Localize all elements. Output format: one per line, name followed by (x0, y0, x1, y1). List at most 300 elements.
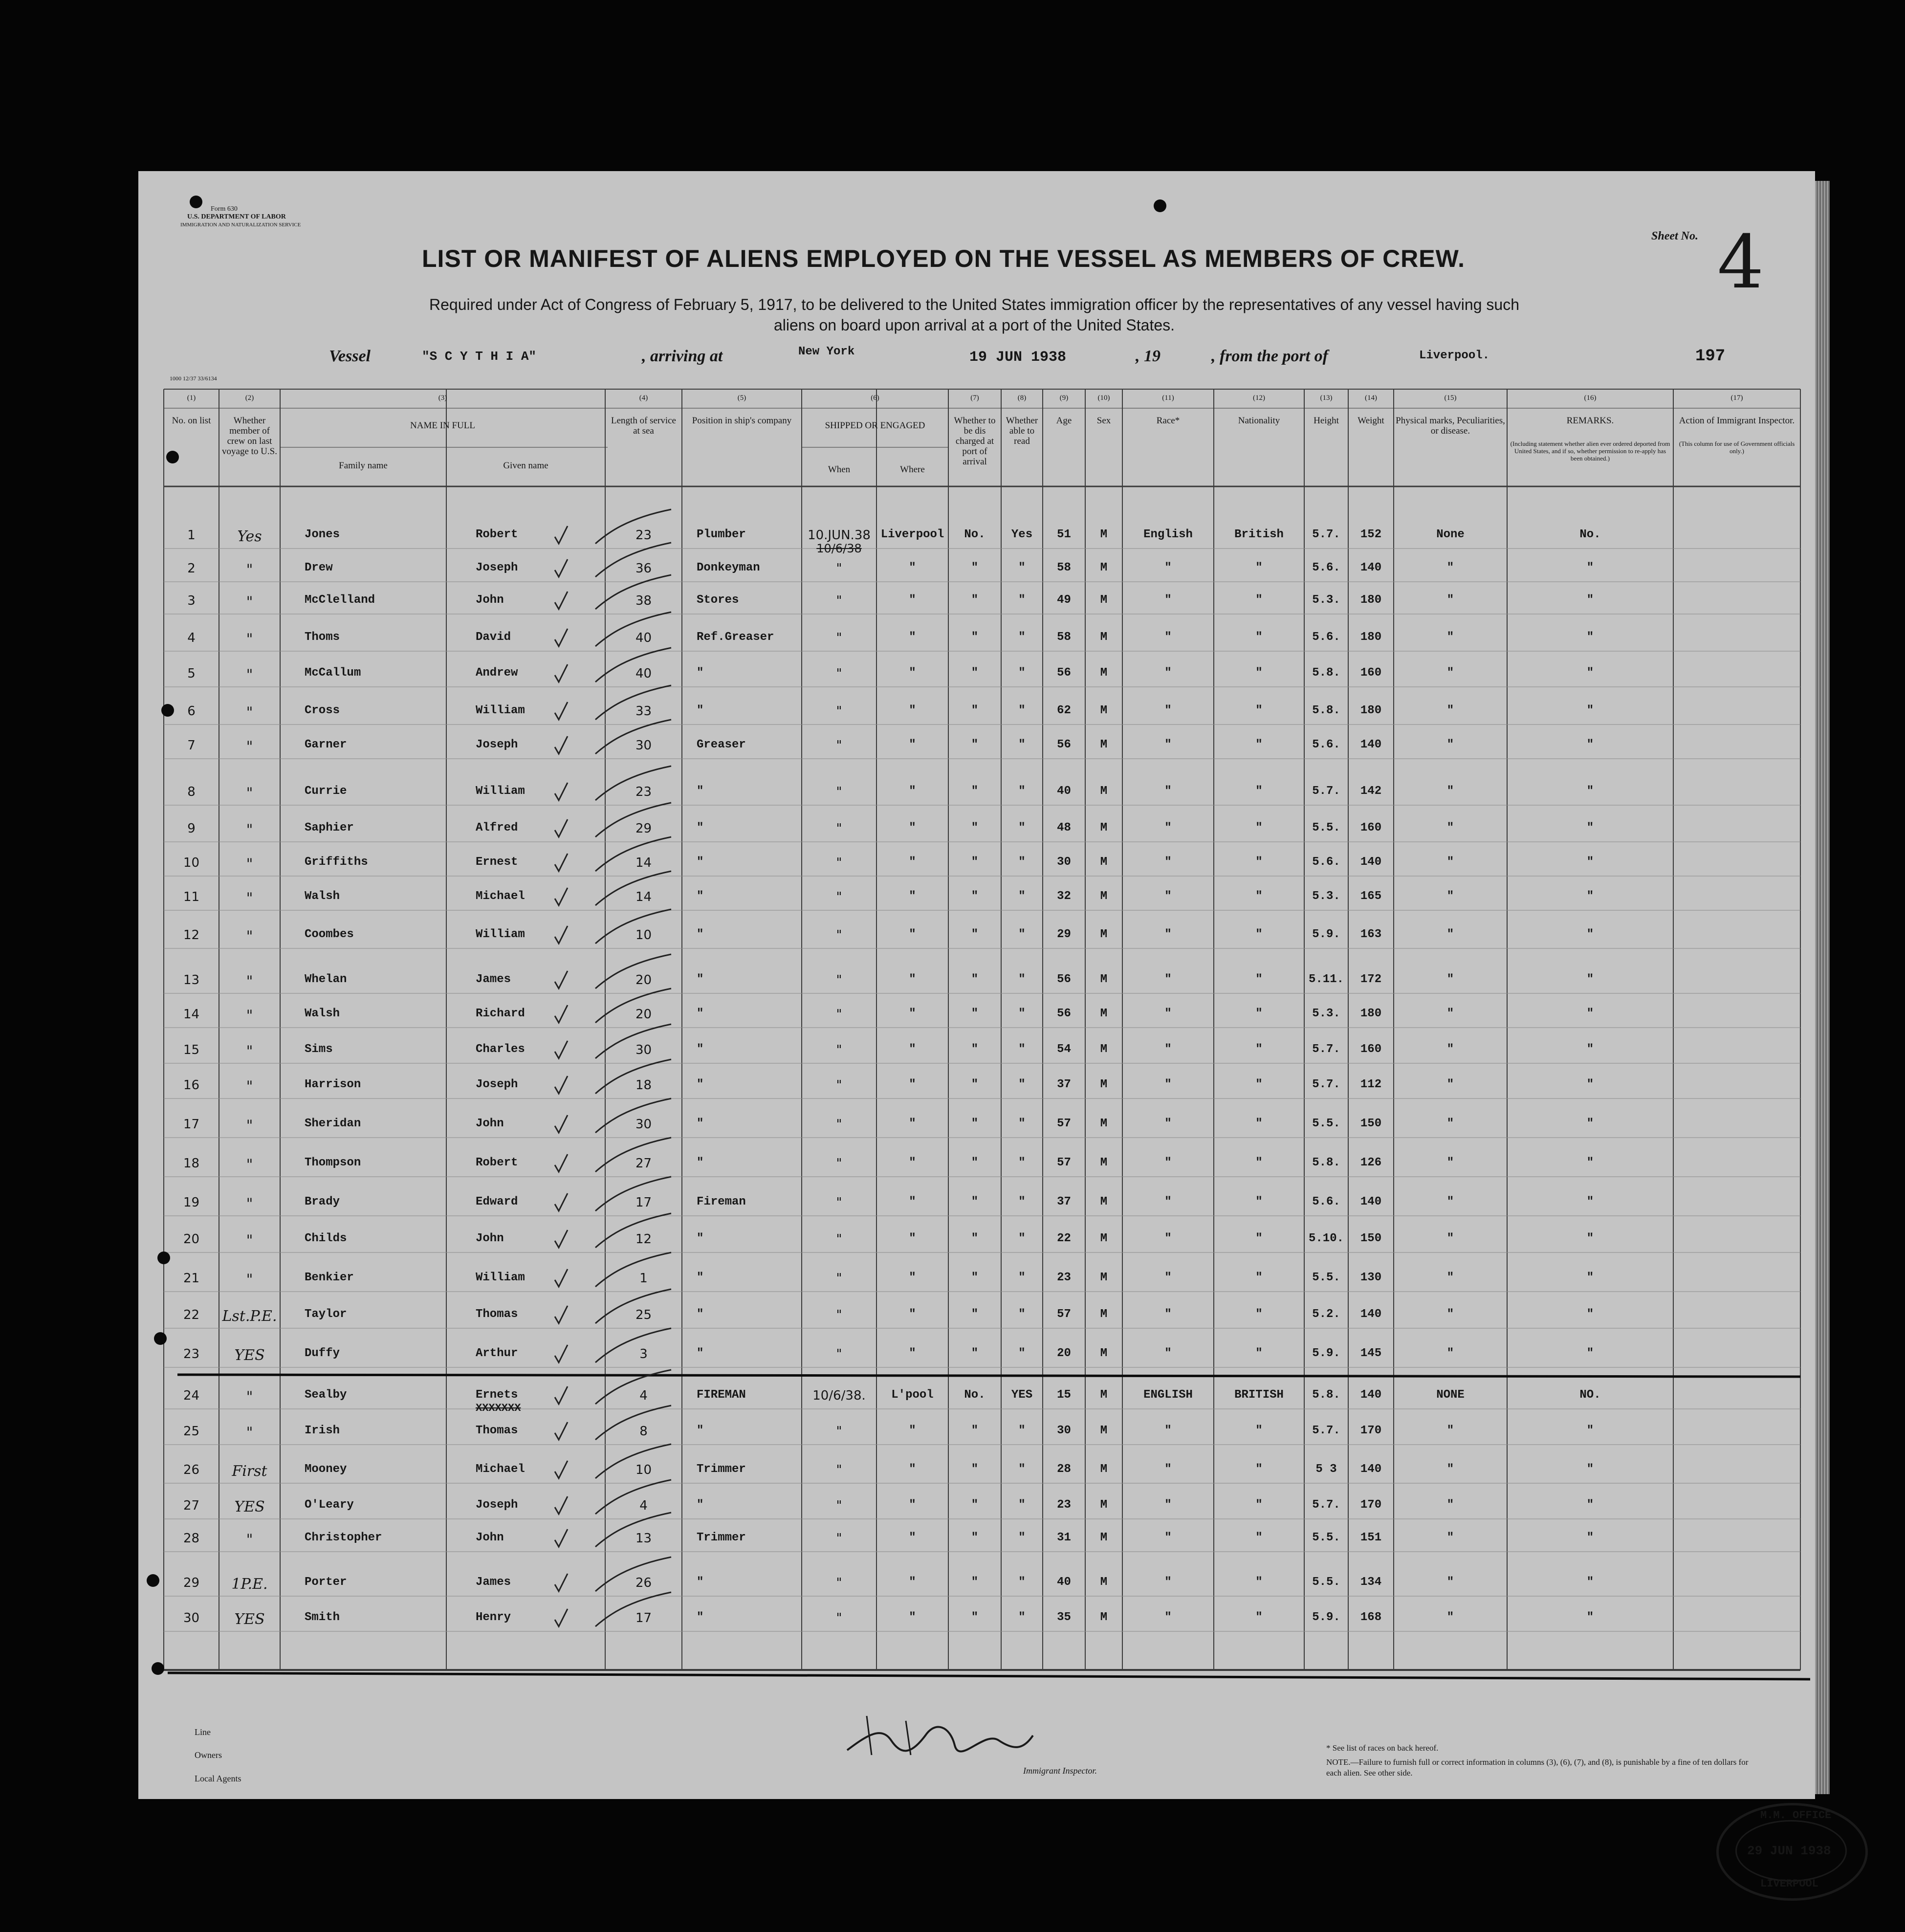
cell-remarks: " (1586, 738, 1594, 751)
column-header: Whether to be dis charged at port of arrival (954, 416, 996, 467)
cell-given: John (476, 1531, 504, 1544)
cell-no: 15 (183, 1043, 200, 1057)
cell-remarks: " (1586, 1078, 1594, 1091)
cell-position: Greaser (697, 738, 746, 751)
cell-weight: 170 (1360, 1498, 1382, 1512)
punch-hole (1154, 199, 1166, 212)
cell-service: 4 (639, 1498, 648, 1513)
cell-position: " (697, 973, 704, 986)
page-number: 197 (1695, 347, 1726, 366)
family-name-header: Family name (339, 461, 388, 471)
cell-family: Saphier (305, 821, 354, 834)
cell-weight: 160 (1360, 1043, 1382, 1056)
cell-height: 5.6. (1312, 856, 1340, 869)
cell-age: 56 (1057, 738, 1071, 751)
cell-marks: " (1446, 1195, 1454, 1208)
cell-service: 10 (635, 928, 652, 943)
cell-nat: " (1255, 1498, 1263, 1512)
cell-read: " (1018, 1308, 1026, 1321)
cell-service: 14 (635, 856, 652, 870)
cell-position: Trimmer (697, 1531, 746, 1544)
cell-nat: " (1255, 1611, 1263, 1624)
cell-when: " (836, 593, 842, 608)
cell-disch: " (971, 973, 979, 986)
cell-last: " (246, 738, 253, 755)
cell-disch: " (971, 1195, 979, 1208)
cell-disch: " (971, 1611, 979, 1624)
cell-given: John (476, 593, 504, 607)
cell-last: " (246, 856, 253, 873)
inspector-signature (837, 1706, 1043, 1765)
cell-race: " (1164, 1156, 1172, 1169)
cell-disch: " (971, 593, 979, 607)
cell-position: " (697, 1232, 704, 1245)
cell-given: Michael (476, 890, 525, 903)
cell-weight: 145 (1360, 1347, 1382, 1360)
cell-nat: " (1255, 1424, 1263, 1437)
cell-given: Thomas (476, 1308, 518, 1321)
cell-nat: " (1255, 1271, 1263, 1284)
cell-remarks: No. (1579, 528, 1601, 541)
cell-position: " (697, 1078, 704, 1091)
cell-service: 17 (635, 1611, 652, 1625)
cell-age: 40 (1057, 785, 1071, 798)
cell-given: Robert (476, 1156, 518, 1169)
cell-position: " (697, 1308, 704, 1321)
cell-height: 5.7. (1312, 528, 1340, 541)
cell-read: " (1018, 1271, 1026, 1284)
cell-height: 5.7. (1312, 1498, 1340, 1512)
cell-position: " (697, 821, 704, 834)
cell-family: Cross (305, 704, 340, 717)
cell-read: YES (1011, 1388, 1033, 1402)
cell-given: Alfred (476, 821, 518, 834)
cell-given: William (476, 704, 525, 717)
cell-weight: 150 (1360, 1232, 1382, 1245)
cell-when: " (836, 1347, 842, 1361)
cell-nat: " (1255, 1078, 1263, 1091)
cell-race: " (1164, 890, 1172, 903)
where-header: Where (900, 464, 925, 475)
cell-race: " (1164, 973, 1172, 986)
cell-age: 54 (1057, 1043, 1071, 1056)
cell-family: Thompson (305, 1156, 361, 1169)
cell-sex: M (1100, 1195, 1108, 1208)
cell-remarks: " (1586, 631, 1594, 644)
cell-family: Walsh (305, 1007, 340, 1020)
cell-height: 5.5. (1312, 821, 1340, 834)
cell-family: Porter (305, 1576, 347, 1589)
cell-age: 15 (1057, 1388, 1071, 1402)
cell-marks: " (1446, 1463, 1454, 1476)
cell-when: " (836, 928, 842, 943)
cell-no: 20 (183, 1232, 200, 1247)
cell-sex: M (1100, 1424, 1108, 1437)
cell-race: " (1164, 1232, 1172, 1245)
cell-remarks: " (1586, 928, 1594, 941)
cell-last: " (246, 1388, 253, 1405)
column-number: (7) (970, 394, 979, 402)
cell-marks: " (1446, 821, 1454, 834)
cell-position: " (697, 890, 704, 903)
cell-race: " (1164, 1043, 1172, 1056)
cell-where: " (909, 738, 916, 751)
cell-no: 29 (183, 1576, 200, 1590)
cell-position: Trimmer (697, 1463, 746, 1476)
column-number: (9) (1059, 394, 1069, 402)
cell-service: 26 (635, 1576, 652, 1590)
punch-hole (161, 704, 174, 717)
cell-family: Mooney (305, 1463, 347, 1476)
arriving-port: New York (798, 345, 855, 358)
cell-height: 5.9. (1312, 1347, 1340, 1360)
cell-race: " (1164, 1576, 1172, 1589)
cell-sex: M (1100, 666, 1108, 680)
cell-disch: " (971, 1271, 979, 1284)
cell-age: 35 (1057, 1611, 1071, 1624)
cell-height: 5.6. (1312, 738, 1340, 751)
cell-last: 1P.E. (231, 1576, 268, 1593)
cell-where: " (909, 1611, 916, 1624)
cell-sex: M (1100, 1531, 1108, 1544)
cell-race: " (1164, 561, 1172, 574)
given-name-header: Given name (503, 461, 548, 471)
column-number: (16) (1584, 394, 1597, 402)
cell-nat: " (1255, 631, 1263, 644)
cell-last: " (246, 928, 253, 945)
cell-height: 5.10. (1308, 1232, 1344, 1245)
cell-read: " (1018, 1195, 1026, 1208)
cell-disch: No. (964, 528, 985, 541)
cell-race: " (1164, 785, 1172, 798)
cell-remarks: " (1586, 1531, 1594, 1544)
cell-last: " (246, 1271, 253, 1288)
struck-given-name: XXXXXXX (476, 1402, 521, 1414)
cell-height: 5 3 (1315, 1463, 1337, 1476)
punch-hole (157, 1251, 170, 1264)
cell-no: 4 (187, 631, 196, 645)
cell-where: " (909, 785, 916, 798)
cell-service: 30 (635, 738, 652, 753)
cell-height: 5.7. (1312, 1424, 1340, 1437)
column-number: (14) (1365, 394, 1377, 402)
cell-remarks: " (1586, 821, 1594, 834)
cell-given: William (476, 1271, 525, 1284)
liverpool-office-stamp (1716, 1803, 1868, 1901)
stamp-bottom-text: LIVERPOOL (1760, 1878, 1818, 1890)
cell-service: 30 (635, 1117, 652, 1132)
cell-weight: 160 (1360, 821, 1382, 834)
cell-given: William (476, 785, 525, 798)
cell-weight: 180 (1360, 1007, 1382, 1020)
cell-when: " (836, 666, 842, 681)
cell-weight: 112 (1360, 1078, 1382, 1091)
cell-sex: M (1100, 1271, 1108, 1284)
cell-when: " (836, 1117, 842, 1132)
cell-last: " (246, 973, 253, 990)
cell-disch: " (971, 1576, 979, 1589)
cell-when: " (836, 631, 842, 645)
cell-disch: " (971, 1498, 979, 1512)
cell-position: " (697, 1117, 704, 1130)
column-header: Nationality (1238, 416, 1280, 426)
cell-nat: " (1255, 821, 1263, 834)
cell-given: Henry (476, 1611, 511, 1624)
cell-read: " (1018, 561, 1026, 574)
vessel-name: "S C Y T H I A" (422, 349, 537, 364)
cell-height: 5.7. (1312, 785, 1340, 798)
cell-no: 8 (187, 785, 196, 799)
cell-height: 5.3. (1312, 1007, 1340, 1020)
cell-race: " (1164, 1308, 1172, 1321)
column-header: NAME IN FULL (410, 420, 475, 431)
cell-no: 5 (187, 666, 196, 681)
cell-weight: 150 (1360, 1117, 1382, 1130)
cell-service: 3 (639, 1347, 648, 1361)
cell-remarks: " (1586, 1424, 1594, 1437)
cell-sex: M (1100, 704, 1108, 717)
cell-age: 56 (1057, 1007, 1071, 1020)
column-header: Race* (1156, 416, 1180, 426)
cell-read: " (1018, 1232, 1026, 1245)
vessel-label: Vessel (329, 347, 371, 365)
cell-race: " (1164, 1424, 1172, 1437)
cell-position: " (697, 666, 704, 680)
cell-read: " (1018, 704, 1026, 717)
cell-sex: M (1100, 785, 1108, 798)
cell-given: Joseph (476, 738, 518, 751)
cell-read: " (1018, 1576, 1026, 1589)
cell-marks: " (1446, 1117, 1454, 1130)
cell-read: " (1018, 1424, 1026, 1437)
cell-last: " (246, 1531, 253, 1548)
cell-age: 49 (1057, 593, 1071, 607)
cell-no: 19 (183, 1195, 200, 1210)
cell-position: Plumber (697, 528, 746, 541)
cell-height: 5.9. (1312, 928, 1340, 941)
cell-race: ENGLISH (1143, 1388, 1193, 1402)
cell-disch: " (971, 890, 979, 903)
cell-age: 51 (1057, 528, 1071, 541)
cell-no: 12 (183, 928, 200, 943)
cell-given: James (476, 1576, 511, 1589)
cell-position: " (697, 1576, 704, 1589)
cell-service: 40 (635, 631, 652, 645)
cell-height: 5.5. (1312, 1117, 1340, 1130)
cell-remarks: NO. (1579, 1388, 1601, 1402)
cell-disch: " (971, 631, 979, 644)
cell-remarks: " (1586, 1043, 1594, 1056)
cell-disch: " (971, 738, 979, 751)
column-number: (5) (737, 394, 746, 402)
cell-disch: " (971, 704, 979, 717)
cell-nat: " (1255, 1347, 1263, 1360)
cell-height: 5.7. (1312, 1078, 1340, 1091)
cell-sex: M (1100, 1156, 1108, 1169)
cell-weight: 140 (1360, 1195, 1382, 1208)
cell-family: Irish (305, 1424, 340, 1437)
cell-disch: " (971, 1347, 979, 1360)
cell-race: " (1164, 1195, 1172, 1208)
cell-race: " (1164, 1463, 1172, 1476)
cell-position: " (697, 704, 704, 717)
cell-given: Edward (476, 1195, 518, 1208)
cell-remarks: " (1586, 561, 1594, 574)
cell-last: " (246, 1156, 253, 1173)
cell-sex: M (1100, 1078, 1108, 1091)
cell-read: " (1018, 738, 1026, 751)
cell-where: " (909, 593, 916, 607)
cell-race: " (1164, 1117, 1172, 1130)
cell-marks: " (1446, 1043, 1454, 1056)
cell-marks: " (1446, 890, 1454, 903)
cell-disch: " (971, 1078, 979, 1091)
column-header: Physical marks, Peculiarities, or disease. (1396, 416, 1505, 436)
cell-age: 23 (1057, 1498, 1071, 1512)
cell-sex: M (1100, 738, 1108, 751)
cell-remarks: " (1586, 1156, 1594, 1169)
arriving-label: , arriving at (642, 347, 723, 365)
cell-service: 25 (635, 1308, 652, 1322)
cell-where: " (909, 1531, 916, 1544)
cell-family: Brady (305, 1195, 340, 1208)
cell-age: 32 (1057, 890, 1071, 903)
cell-height: 5.8. (1312, 666, 1340, 680)
cell-when: " (836, 1232, 842, 1247)
cell-nat: " (1255, 890, 1263, 903)
cell-sex: M (1100, 1117, 1108, 1130)
cell-last: " (246, 890, 253, 907)
cell-height: 5.7. (1312, 1043, 1340, 1056)
cell-given: John (476, 1117, 504, 1130)
cell-nat: " (1255, 856, 1263, 869)
cell-race: " (1164, 1531, 1172, 1544)
cell-family: O'Leary (305, 1498, 354, 1512)
cell-disch: " (971, 1424, 979, 1437)
cell-marks: " (1446, 785, 1454, 798)
cell-when: " (836, 1611, 842, 1625)
cell-last: " (246, 1232, 253, 1249)
cell-remarks: " (1586, 1308, 1594, 1321)
cell-race: " (1164, 821, 1172, 834)
cell-position: " (697, 928, 704, 941)
cell-where: " (909, 890, 916, 903)
cell-service: 12 (635, 1232, 652, 1247)
cell-position: " (697, 785, 704, 798)
cell-read: " (1018, 1347, 1026, 1360)
manifest-sheet (138, 171, 1832, 1890)
cell-given: Charles (476, 1043, 525, 1056)
cell-read: " (1018, 928, 1026, 941)
cell-race: " (1164, 928, 1172, 941)
cell-given: Joseph (476, 1078, 518, 1091)
cell-no: 30 (183, 1611, 200, 1625)
punch-hole (154, 1332, 167, 1345)
cell-nat: " (1255, 1007, 1263, 1020)
cell-family: Christopher (305, 1531, 382, 1544)
cell-age: 29 (1057, 928, 1071, 941)
cell-family: Benkier (305, 1271, 354, 1284)
cell-read: " (1018, 1156, 1026, 1169)
cell-weight: 140 (1360, 561, 1382, 574)
punch-hole (152, 1662, 164, 1675)
cell-sex: M (1100, 528, 1108, 541)
cell-marks: " (1446, 1424, 1454, 1437)
cell-where: " (909, 1117, 916, 1130)
cell-read: " (1018, 973, 1026, 986)
cell-weight: 180 (1360, 704, 1382, 717)
cell-nat: " (1255, 1232, 1263, 1245)
cell-height: 5.6. (1312, 561, 1340, 574)
cell-sex: M (1100, 1576, 1108, 1589)
cell-where: " (909, 1347, 916, 1360)
column-number: (2) (245, 394, 254, 402)
cell-remarks: " (1586, 1347, 1594, 1360)
sheet-number: 4 (1717, 220, 1764, 305)
cell-nat: " (1255, 1308, 1263, 1321)
cell-height: 5.5. (1312, 1576, 1340, 1589)
cell-given: Robert (476, 528, 518, 541)
cell-given: Joseph (476, 1498, 518, 1512)
cell-where: " (909, 821, 916, 834)
cell-race: " (1164, 856, 1172, 869)
cell-age: 57 (1057, 1156, 1071, 1169)
cell-service: 17 (635, 1195, 652, 1210)
cell-last: " (246, 1007, 253, 1024)
cell-family: Sims (305, 1043, 333, 1056)
cell-height: 5.8. (1312, 1156, 1340, 1169)
cell-marks: " (1446, 1271, 1454, 1284)
cell-age: 56 (1057, 666, 1071, 680)
cell-when: " (836, 738, 842, 753)
cell-marks: " (1446, 1576, 1454, 1589)
cell-sex: M (1100, 1463, 1108, 1476)
cell-remarks: " (1586, 593, 1594, 607)
column-number: (4) (639, 394, 648, 402)
cell-nat: " (1255, 1531, 1263, 1544)
cell-service: 36 (635, 561, 652, 576)
column-note: (Including statement whether alien ever ordered deported from United States, and if so, whether permission to re-apply has been obtained.) (1510, 440, 1670, 462)
cell-no: 21 (183, 1271, 200, 1286)
cell-family: Harrison (305, 1078, 361, 1091)
column-header: Position in ship's company (692, 416, 792, 426)
cell-remarks: " (1586, 785, 1594, 798)
cell-given: Thomas (476, 1424, 518, 1437)
column-note: (This column for use of Government officials only.) (1679, 440, 1795, 455)
cell-last: YES (234, 1347, 265, 1364)
cell-marks: " (1446, 631, 1454, 644)
column-header: Weight (1358, 416, 1384, 426)
cell-age: 20 (1057, 1347, 1071, 1360)
cell-no: 7 (187, 738, 196, 753)
cell-nat: " (1255, 1117, 1263, 1130)
cell-given: John (476, 1232, 504, 1245)
cell-position: Donkeyman (697, 561, 760, 574)
cell-given: Joseph (476, 561, 518, 574)
cell-where: Liverpool (880, 528, 944, 541)
cell-service: 8 (639, 1424, 648, 1439)
cell-last: YES (234, 1611, 265, 1628)
cell-family: Thoms (305, 631, 340, 644)
from-port: Liverpool. (1419, 349, 1490, 362)
cell-sex: M (1100, 1611, 1108, 1624)
cell-disch: " (971, 1156, 979, 1169)
cell-marks: " (1446, 1531, 1454, 1544)
cell-read: " (1018, 1463, 1026, 1476)
cell-weight: 168 (1360, 1611, 1382, 1624)
cell-last: Yes (237, 528, 262, 545)
cell-disch: " (971, 821, 979, 834)
